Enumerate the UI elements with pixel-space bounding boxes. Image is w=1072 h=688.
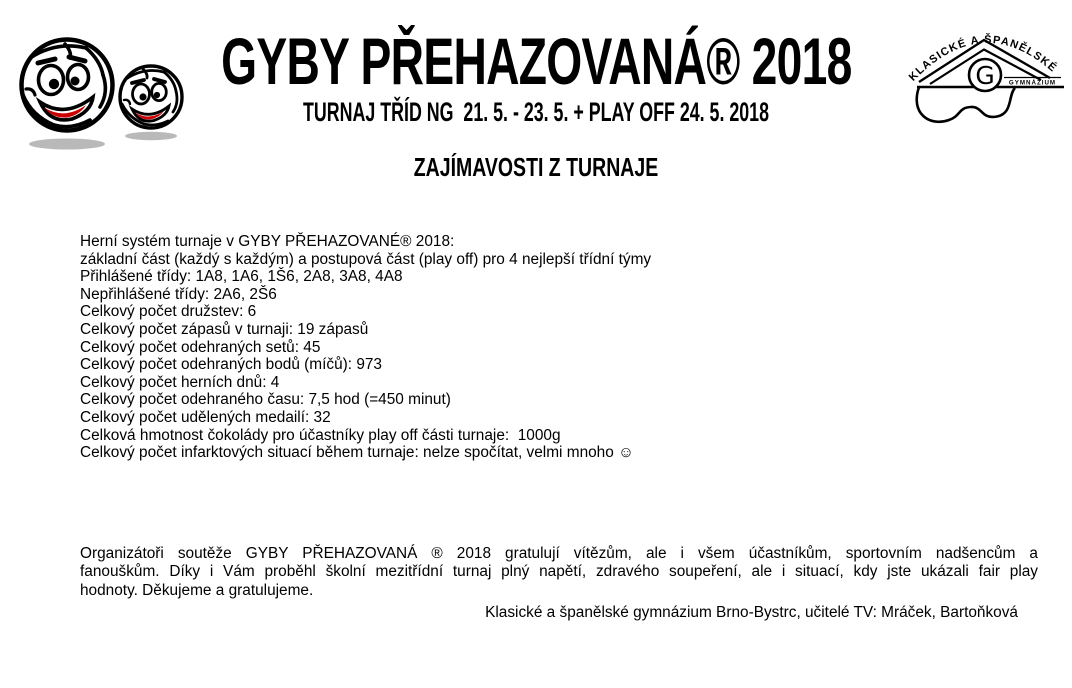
logo-band-text: GYMNÁZIUM xyxy=(1008,79,1057,87)
closing-paragraph-line: fanouškům. Díky i Vám proběhl školní mezitřídní turnaj plný napětí, zdravého soupeření, ale i situací, kdy jste ukázali fair play xyxy=(80,563,1038,581)
fact-line: Celkový počet družstev: 6 xyxy=(80,303,257,321)
page-subtitle: TURNAJ TŘÍD NG 21. 5. - 23. 5. + PLAY OFF 24. 5. 2018 xyxy=(303,97,769,127)
school-logo xyxy=(903,18,1069,126)
logo-arc-text: KLASICKÉ A ŠPANĚLSKÉ xyxy=(906,33,1060,84)
closing-paragraph-line: hodnoty. Děkujeme a gratulujeme. xyxy=(80,581,314,599)
logo-guitar-body xyxy=(917,87,1015,122)
fact-line: Celkový počet odehraných bodů (míčů): 973 xyxy=(80,356,382,374)
fact-line: Nepřihlášené třídy: 2A6, 2Š6 xyxy=(80,285,277,303)
fact-line: Celkový počet zápasů v turnaji: 19 zápasů xyxy=(80,320,369,338)
fact-line: Herní systém turnaje v GYBY PŘEHAZOVANÉ® 2018: xyxy=(80,233,455,250)
small-ball-shadow xyxy=(125,132,177,140)
large-ball-shadow xyxy=(29,139,105,150)
page-title: GYBY PŘEHAZOVANÁ® 2018 xyxy=(220,24,852,98)
closing-paragraph-line: Organizátoři soutěže GYBY PŘEHAZOVANÁ ® 2018 gratulují vítězům, ale i všem účastníkům, sportovním nadšencům a xyxy=(80,545,1038,562)
logo-monogram: G xyxy=(975,61,995,90)
fact-line: Celková hmotnost čokolády pro účastníky play off části turnaje: 1000g xyxy=(80,426,561,444)
fact-line: Celkový počet herních dnů: 4 xyxy=(80,373,280,391)
signature: Klasické a španělské gymnázium Brno-Bystrc, učitelé TV: Mráček, Bartoňková xyxy=(485,603,1018,621)
section-heading: ZAJÍMAVOSTI Z TURNAJE xyxy=(413,152,659,182)
fact-line: Celkový počet odehraných setů: 45 xyxy=(80,338,321,356)
fact-line: Přihlášené třídy: 1A8, 1A6, 1Š6, 2A8, 3A8, 4A8 xyxy=(80,268,403,286)
fact-line: základní část (každý s každým) a postupová část (play off) pro 4 nejlepší třídní týmy xyxy=(80,250,652,268)
closing-block xyxy=(80,545,1038,622)
fact-line: Celkový počet odehraného času: 7,5 hod (=450 minut) xyxy=(80,391,451,409)
facts-list xyxy=(80,233,651,462)
fact-line: Celkový počet udělených medailí: 32 xyxy=(80,408,331,426)
fact-line: Celkový počet infarktových situací během turnaje: nelze spočítat, velmi mnoho ☺ xyxy=(80,444,634,462)
